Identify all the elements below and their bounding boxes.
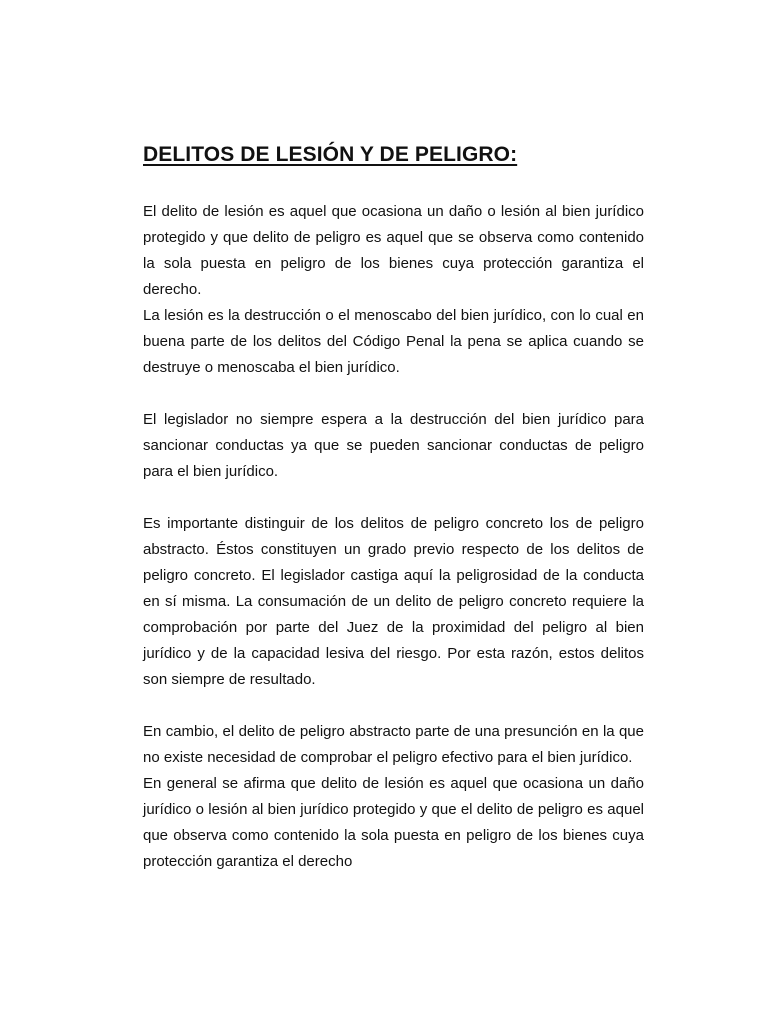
paragraph-3: El legislador no siempre espera a la destrucción del bien jurídico para sancionar conductas ya que se pueden sancionar conductas de peligro para el bien jurídico.: [143, 411, 644, 480]
paragraph-5: En cambio, el delito de peligro abstracto parte de una presunción en la que no existe necesidad de comprobar el peligro efectivo para el bien jurídico.: [143, 723, 644, 766]
paragraph-4: Es importante distinguir de los delitos de peligro concreto los de peligro abstracto. Éstos constituyen un grado previo respecto de los delitos de peligro concreto. El legislador castiga aquí la peligrosidad de la conducta en sí misma. La consumación de un delito de peligro concreto requiere la comprobación por parte del Juez de la proximidad del peligro al bien jurídico y de la capacidad lesiva del riesgo. Por esta razón, estos delitos son siempre de resultado.: [143, 515, 644, 688]
page-title: DELITOS DE LESIÓN Y DE PELIGRO:: [143, 143, 518, 166]
paragraph-6: En general se afirma que delito de lesión es aquel que ocasiona un daño jurídico o lesión al bien jurídico protegido y que el delito de peligro es aquel que observa como contenido la sola puesta en peligro de los bienes cuya protección garantiza el derecho: [143, 775, 644, 870]
paragraph-1: El delito de lesión es aquel que ocasiona un daño o lesión al bien jurídico protegido y que delito de peligro es aquel que se observa como contenido la sola puesta en peligro de los bienes cuya protección garantiza el derecho.: [143, 203, 644, 298]
document-body: [143, 199, 644, 875]
paragraph-2: La lesión es la destrucción o el menoscabo del bien jurídico, con lo cual en buena parte de los delitos del Código Penal la pena se aplica cuando se destruye o menoscaba el bien jurídico.: [143, 307, 644, 376]
